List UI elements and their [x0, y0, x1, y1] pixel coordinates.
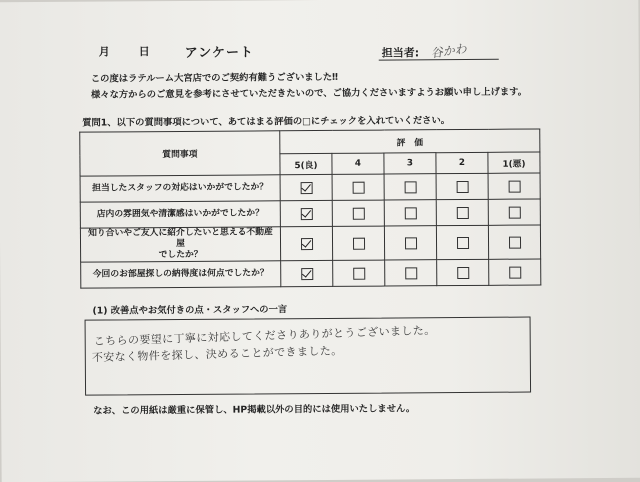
rating-checkbox-4[interactable] [352, 237, 364, 249]
question-text: 店内の雰囲気や清潔感はいかがでしたか？ [80, 201, 280, 228]
question-text-line: 知り合いやご友人に紹介したいと思える不動産屋 [88, 227, 273, 250]
intro-line-1: この度はラテルーム大宮店でのご契約有難うございました‼ [90, 71, 338, 85]
rating-label: 1(悪) [488, 152, 540, 173]
question-text [80, 227, 280, 262]
rating-checkbox-2[interactable] [456, 180, 468, 192]
rating-checkbox-1[interactable] [508, 180, 520, 192]
rating-checkbox-3[interactable] [404, 181, 416, 193]
intro-line-2: 様々な方からのご意見を参考にさせていただきたいので、ご協力くださいますようお願い申し上げます。 [90, 86, 528, 101]
rating-checkbox-4[interactable] [352, 207, 364, 219]
handwritten-comment-line-2: 不安なく物件を探し、決めることができました。 [91, 344, 343, 365]
rating-label: 2 [436, 152, 488, 173]
rating-checkbox-2[interactable] [456, 236, 468, 248]
rating-checkbox-3[interactable] [404, 237, 416, 249]
date-month-label: 月 [98, 45, 110, 59]
rating-checkbox-4[interactable] [352, 181, 364, 193]
rating-checkbox-2[interactable] [457, 266, 469, 278]
rating-checkbox-3[interactable] [405, 267, 417, 279]
question1-instruction: 質問1、以下の質問事項について、あてはまる評価の□にチェックを入れていください。 [82, 115, 451, 129]
rating-label: 3 [384, 153, 436, 174]
footer-note: なお、この用紙は厳重に保管し、HP掲載以外の目的には使用いたしません。 [93, 403, 416, 417]
staff-label: 担当者: [381, 46, 420, 60]
rating-checkbox-4[interactable] [353, 267, 365, 279]
question-text-line: でしたか？ [158, 249, 203, 261]
comment-box[interactable] [85, 317, 532, 396]
rating-checkbox-2[interactable] [456, 206, 468, 218]
rating-checkbox-1[interactable] [508, 206, 520, 218]
rating-label: 4 [332, 153, 384, 174]
rating-checkbox-5[interactable] [300, 238, 312, 250]
header-question: 質問事項 [80, 131, 280, 176]
comment-heading: (1) 改善点やお気付きの点・スタッフへの一言 [92, 304, 288, 317]
rating-checkbox-1[interactable] [509, 236, 521, 248]
question-text: 今回のお部屋探しの納得度は何点でしたか？ [81, 261, 281, 288]
page-title: アンケート [184, 45, 254, 61]
rating-checkbox-3[interactable] [404, 207, 416, 219]
question-text: 担当したスタッフの対応はいかがでしたか？ [80, 175, 280, 202]
handwritten-comment-line-1: こちらの要望に丁寧に対応してくださりありがとうございました。 [93, 323, 436, 349]
rating-checkbox-5[interactable] [301, 268, 313, 280]
header-rating: 評 価 [280, 129, 540, 154]
question-row [80, 173, 540, 202]
rating-label: 5(良) [280, 153, 332, 174]
staff-name-handwritten: 谷かわ [429, 41, 468, 61]
question-row [81, 259, 541, 288]
rating-table [79, 128, 541, 288]
rating-checkbox-5[interactable] [300, 182, 312, 194]
question-row [80, 199, 540, 228]
date-day-label: 日 [138, 45, 150, 59]
question-row [80, 225, 540, 262]
rating-checkbox-1[interactable] [509, 266, 521, 278]
rating-checkbox-5[interactable] [300, 208, 312, 220]
